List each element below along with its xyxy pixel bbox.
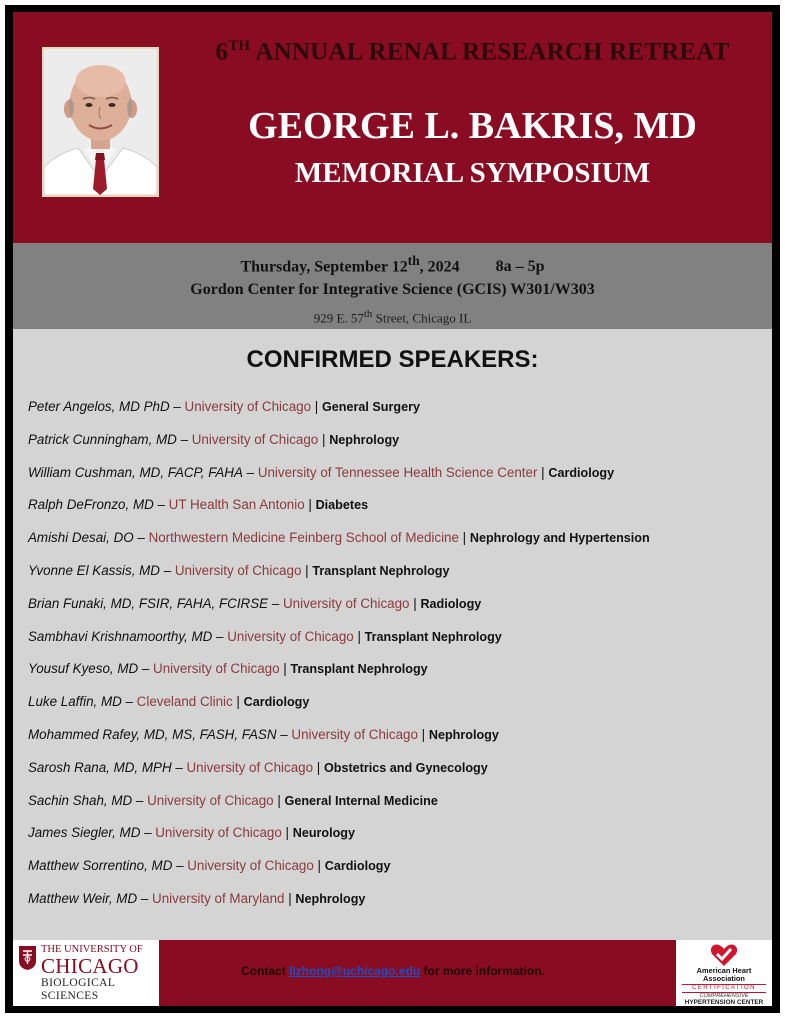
contact-email-link[interactable]: lizhong@uchicago.edu: [289, 964, 421, 978]
event-date-time: Thursday, September 12th, 2024 8a – 5p: [240, 253, 545, 276]
flyer: [13, 12, 772, 1006]
speaker-institution: Northwestern Medicine Feinberg School of Medicine: [148, 530, 459, 546]
symposium-title: MEMORIAL SYMPOSIUM: [294, 157, 651, 189]
speaker-institution: University of Tennessee Health Science Center: [257, 464, 538, 480]
speaker-institution: University of Chicago: [291, 726, 418, 742]
speaker-item: Brian Funaki, MD, FSIR, FAHA, FCIRSE – University of Chicago | Radiology: [28, 595, 482, 611]
speaker-item: Matthew Sorrentino, MD – University of Chicago | Cardiology: [28, 858, 391, 874]
speaker-name: Sarosh Rana, MD, MPH: [28, 759, 172, 775]
speaker-department: General Surgery: [322, 400, 420, 414]
portrait-image: [44, 49, 157, 195]
speaker-department: Nephrology and Hypertension: [469, 531, 650, 546]
contact-info: Contact lizhong@uchicago.edu for more information.: [241, 964, 545, 978]
speaker-institution: University of Chicago: [153, 661, 280, 677]
speaker-name: Luke Laffin, MD: [28, 694, 122, 710]
speaker-item: Sachin Shah, MD – University of Chicago | General Internal Medicine: [28, 792, 438, 808]
speaker-item: Peter Angelos, MD PhD – University of Chicago | General Surgery: [28, 399, 420, 414]
speaker-institution: University of Chicago: [184, 399, 312, 414]
speaker-name: William Cushman, MD, FACP, FAHA: [28, 464, 243, 480]
speaker-name: Matthew Sorrentino, MD: [28, 858, 173, 874]
speaker-item: Yousuf Kyeso, MD – University of Chicago | Transplant Nephrology: [28, 661, 428, 677]
speaker-department: General Internal Medicine: [284, 793, 438, 808]
honoree-photo: [42, 47, 159, 197]
speaker-institution: University of Chicago: [147, 792, 274, 808]
speaker-institution: University of Chicago: [282, 595, 410, 611]
speaker-department: Nephrology: [295, 891, 366, 906]
speaker-institution: University of Chicago: [174, 562, 302, 578]
speaker-item: Sambhavi Krishnamoorthy, MD – University of Chicago | Transplant Nephrology: [28, 628, 502, 644]
speaker-name: Sambhavi Krishnamoorthy, MD: [28, 628, 213, 644]
speaker-institution: University of Chicago: [227, 628, 354, 644]
speaker-name: Sachin Shah, MD: [28, 792, 133, 808]
speaker-department: Diabetes: [315, 498, 369, 513]
speaker-department: Transplant Nephrology: [312, 563, 450, 578]
speaker-department: Obstetrics and Gynecology: [323, 760, 488, 775]
speaker-name: Peter Angelos, MD PhD: [28, 399, 170, 414]
footer-banner: [13, 940, 772, 1006]
speaker-institution: University of Chicago: [186, 759, 314, 775]
speaker-list: [28, 397, 650, 922]
speaker-item: Matthew Weir, MD – University of Maryland | Nephrology: [28, 890, 366, 906]
speaker-item: Sarosh Rana, MD, MPH – University of Chicago | Obstetrics and Gynecology: [28, 759, 488, 775]
speaker-name: Mohammed Rafey, MD, MS, FASH, FASN: [28, 726, 277, 742]
speaker-department: Nephrology: [428, 727, 499, 742]
header-banner: [13, 12, 772, 243]
speaker-department: Nephrology: [329, 432, 400, 447]
speaker-item: Amishi Desai, DO – Northwestern Medicine Feinberg School of Medicine | Nephrology and Hypertension: [28, 530, 650, 546]
speaker-name: Amishi Desai, DO: [28, 530, 134, 546]
speaker-name: Brian Funaki, MD, FSIR, FAHA, FCIRSE: [28, 595, 269, 611]
event-time: 8a – 5p: [495, 258, 545, 276]
event-details-band: [13, 243, 772, 329]
speaker-institution: UT Health San Antonio: [168, 497, 305, 513]
speaker-name: Ralph DeFronzo, MD: [28, 497, 154, 513]
speaker-item: James Siegler, MD – University of Chicago | Neurology: [28, 825, 355, 841]
speaker-item: Luke Laffin, MD – Cleveland Clinic | Cardiology: [28, 694, 310, 710]
speaker-name: James Siegler, MD: [28, 825, 141, 841]
aha-certification-logo: American Heart Association CERTIFICATION COMPREHENSIVE HYPERTENSION CENTER: [676, 940, 772, 1006]
speaker-institution: University of Chicago: [187, 858, 314, 874]
heart-icon: [710, 943, 738, 967]
speaker-department: Cardiology: [243, 695, 310, 710]
speaker-department: Transplant Nephrology: [364, 629, 502, 644]
speaker-item: Mohammed Rafey, MD, MS, FASH, FASN – University of Chicago | Nephrology: [28, 726, 499, 742]
flyer-frame: [5, 5, 780, 1013]
uchicago-logo: THE UNIVERSITY OF CHICAGO BIOLOGICAL SCIENCES: [13, 940, 159, 1006]
speakers-heading: CONFIRMED SPEAKERS:: [246, 346, 539, 373]
event-address: 929 E. 57th Street, Chicago IL: [313, 308, 472, 326]
speaker-department: Neurology: [292, 826, 355, 841]
speaker-name: Yvonne El Kassis, MD: [28, 562, 160, 578]
event-venue: Gordon Center for Integrative Science (GCIS) W301/W303: [190, 281, 595, 298]
speaker-item: Patrick Cunningham, MD – University of Chicago | Nephrology: [28, 431, 400, 447]
speaker-institution: University of Chicago: [191, 431, 319, 447]
honoree-name: GEORGE L. BAKRIS, MD: [248, 105, 697, 147]
speaker-department: Radiology: [420, 596, 482, 611]
speaker-department: Transplant Nephrology: [290, 662, 428, 677]
uchicago-shield-icon: [18, 945, 37, 971]
speaker-department: Cardiology: [324, 859, 391, 874]
speaker-name: Patrick Cunningham, MD: [28, 431, 177, 447]
speaker-item: William Cushman, MD, FACP, FAHA – University of Tennessee Health Science Center | Cardiology: [28, 464, 615, 480]
speaker-institution: University of Maryland: [152, 890, 285, 906]
speaker-department: Cardiology: [548, 465, 615, 480]
speaker-item: Ralph DeFronzo, MD – UT Health San Antonio | Diabetes: [28, 497, 369, 513]
speaker-name: Matthew Weir, MD: [28, 890, 138, 906]
speaker-institution: Cleveland Clinic: [136, 694, 233, 710]
speaker-name: Yousuf Kyeso, MD: [28, 661, 139, 677]
retreat-title: 6TH ANNUAL RENAL RESEARCH RETREAT: [215, 38, 730, 66]
speaker-item: Yvonne El Kassis, MD – University of Chicago | Transplant Nephrology: [28, 562, 450, 578]
speaker-institution: University of Chicago: [155, 825, 282, 841]
